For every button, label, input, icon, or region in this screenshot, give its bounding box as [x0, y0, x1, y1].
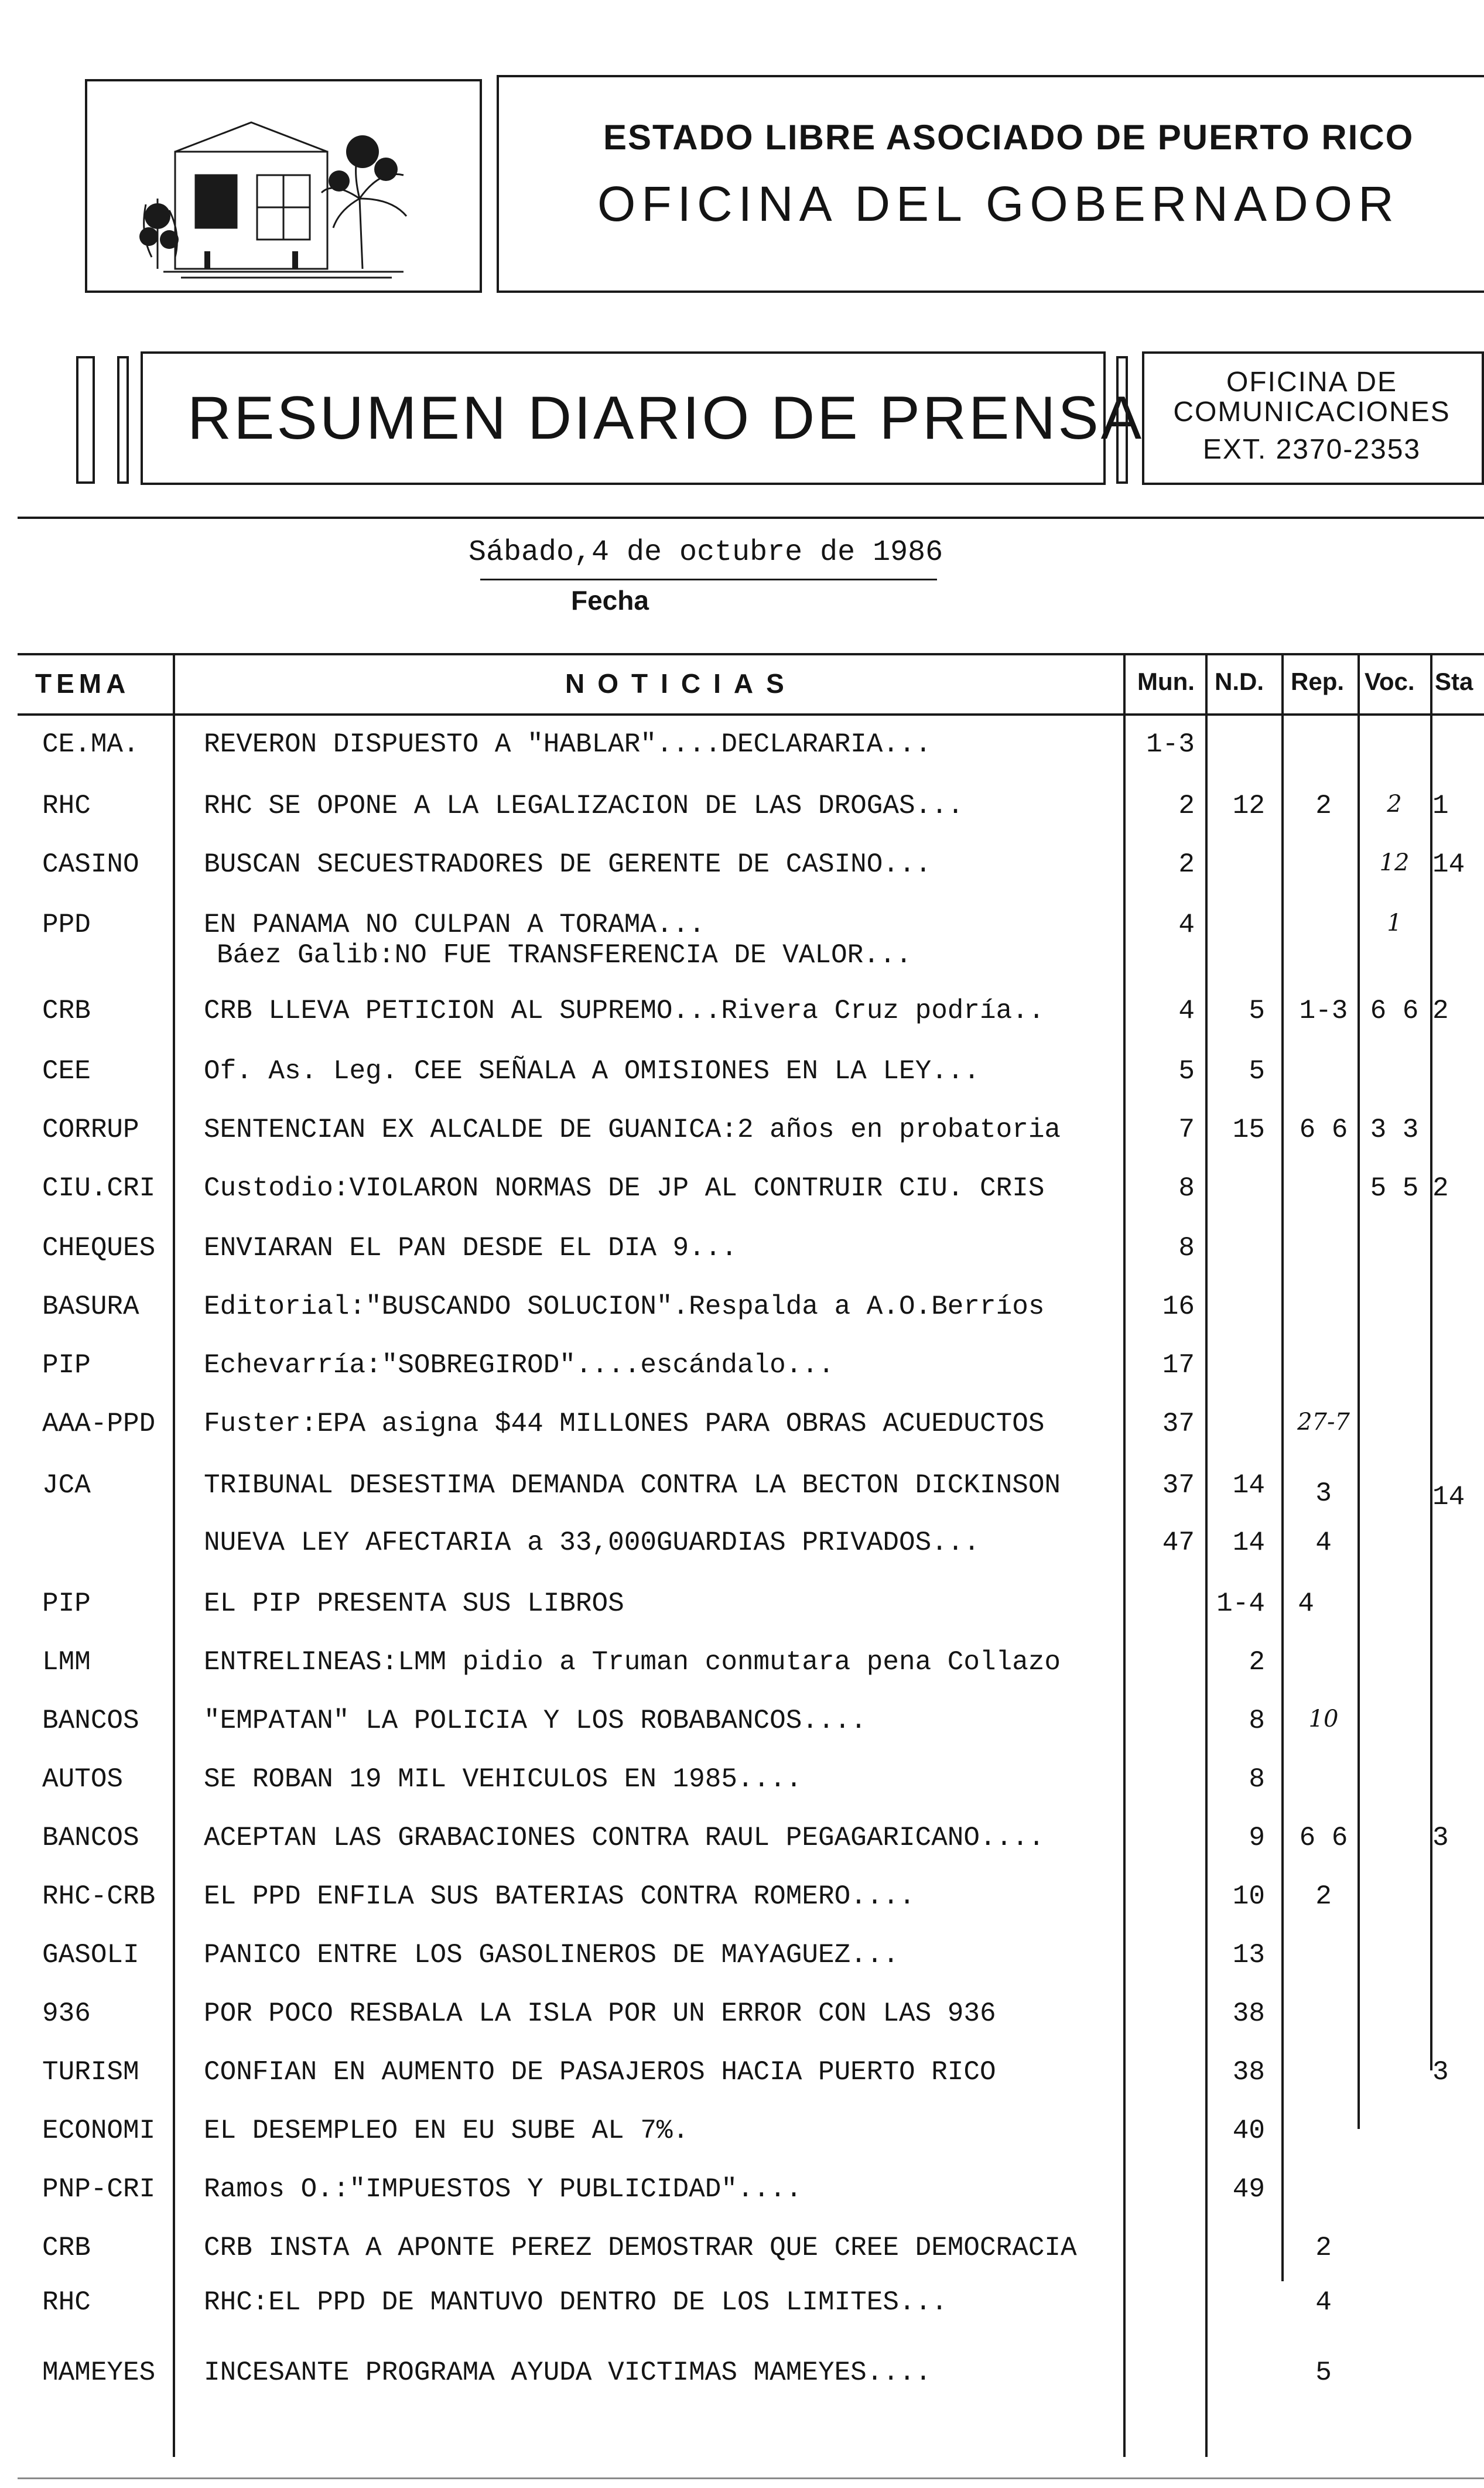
row-noticia: ACEPTAN LAS GRABACIONES CONTRA RAUL PEGAGARICANO....	[204, 1823, 1045, 1853]
office-line2: COMUNICACIONES	[1173, 397, 1451, 428]
row-mun: 17	[1162, 1350, 1195, 1380]
row-tema: LMM	[42, 1647, 91, 1677]
row-rep: 2	[1315, 1881, 1332, 1912]
row-rep: 4	[1315, 2287, 1332, 2318]
row-rep: 5	[1315, 2357, 1332, 2388]
row-tema: 936	[42, 1998, 91, 2029]
row-nd: 12	[1232, 791, 1265, 821]
row-noticia: Of. As. Leg. CEE SEÑALA A OMISIONES EN LA LEY...	[204, 1056, 980, 1086]
table-row	[0, 1823, 1484, 1881]
table-row	[0, 1940, 1484, 1998]
row-nd: 8	[1249, 1764, 1265, 1795]
row-noticia: NUEVA LEY AFECTARIA a 33,000GUARDIAS PRIVADOS...	[204, 1527, 980, 1558]
row-noticia: Custodio:VIOLARON NORMAS DE JP AL CONTRUIR CIU. CRIS	[204, 1173, 1045, 1204]
row-nd: 9	[1249, 1823, 1265, 1853]
table-row	[0, 1350, 1484, 1409]
column-header-mun: Mun.	[1137, 668, 1195, 695]
logo-box	[85, 79, 482, 293]
row-tema: ECONOMI	[42, 2116, 156, 2146]
row-sta: 14	[1432, 849, 1465, 880]
column-header-voc: Voc.	[1365, 668, 1415, 695]
row-mun: 1-3	[1146, 729, 1195, 760]
table-row	[0, 1470, 1484, 1529]
row-voc: 1	[1387, 910, 1402, 937]
row-tema: BANCOS	[42, 1823, 139, 1853]
row-noticia: REVERON DISPUESTO A "HABLAR"....DECLARARIA...	[204, 729, 932, 760]
table-row	[0, 1173, 1484, 1232]
row-tema: PPD	[42, 910, 91, 940]
row-tema: CRB	[42, 2233, 91, 2263]
office-line1: OFICINA DE	[1226, 367, 1398, 398]
table-row	[0, 1706, 1484, 1764]
table-row	[0, 1764, 1484, 1823]
row-noticia: EL PPD ENFILA SUS BATERIAS CONTRA ROMERO....	[204, 1881, 915, 1912]
date-underline	[480, 579, 937, 580]
row-tema: CHEQUES	[42, 1233, 156, 1263]
row-nd: 2	[1249, 1647, 1265, 1677]
table-row	[0, 996, 1484, 1054]
row-mun: 47	[1162, 1527, 1195, 1558]
row-tema: RHC	[42, 2287, 91, 2318]
row-voc: 6 6	[1370, 996, 1419, 1026]
row-rep: 6 6	[1299, 1115, 1348, 1145]
row-tema: AUTOS	[42, 1764, 124, 1795]
row-mun: 7	[1178, 1115, 1195, 1145]
row-tema: CIU.CRI	[42, 1173, 156, 1204]
table-row	[0, 2057, 1484, 2116]
row-rep: 4	[1315, 1527, 1332, 1558]
row-sta: 3	[1432, 2057, 1449, 2087]
row-nd: 10	[1232, 1881, 1265, 1912]
row-noticia: EL PIP PRESENTA SUS LIBROS	[204, 1588, 624, 1619]
row-noticia: CRB INSTA A APONTE PEREZ DEMOSTRAR QUE CREE DEMOCRACIA	[204, 2233, 1077, 2263]
row-nd: 38	[1232, 1998, 1265, 2029]
table-row	[0, 2287, 1484, 2346]
government-name: ESTADO LIBRE ASOCIADO DE PUERTO RICO	[603, 118, 1414, 157]
row-noticia: CRB LLEVA PETICION AL SUPREMO...Rivera Cruz podría..	[204, 996, 1045, 1026]
row-tema: CASINO	[42, 849, 139, 880]
table-row	[0, 1291, 1484, 1350]
row-noticia: INCESANTE PROGRAMA AYUDA VICTIMAS MAMEYES....	[204, 2357, 932, 2388]
row-rep: 6 6	[1299, 1823, 1348, 1853]
table-row	[0, 2233, 1484, 2291]
row-tema: PNP-CRI	[42, 2174, 156, 2205]
row-noticia: SENTENCIAN EX ALCALDE DE GUANICA:2 años en probatoria	[204, 1115, 1061, 1145]
row-tema: CEE	[42, 1056, 91, 1086]
row-sta: 14	[1432, 1482, 1465, 1512]
row-tema: TURISM	[42, 2057, 139, 2087]
table-row	[0, 729, 1484, 788]
row-tema: RHC-CRB	[42, 1881, 156, 1912]
row-nd: 8	[1249, 1706, 1265, 1736]
row-mun: 2	[1178, 791, 1195, 821]
row-tema: BANCOS	[42, 1706, 139, 1736]
page-bottom-edge	[18, 2477, 1484, 2479]
governor-mansion-logo	[87, 81, 480, 291]
office-name: OFICINA DEL GOBERNADOR	[597, 176, 1400, 231]
row-mun: 4	[1178, 910, 1195, 940]
table-row	[0, 1056, 1484, 1115]
column-header-nd: N.D.	[1215, 668, 1264, 695]
row-voc: 12	[1379, 849, 1410, 876]
row-nd: 40	[1232, 2116, 1265, 2146]
row-voc: 3 3	[1370, 1115, 1419, 1145]
date-label: Fecha	[571, 585, 649, 616]
row-tema: RHC	[42, 791, 91, 821]
report-date: Sábado,4 de octubre de 1986	[469, 536, 943, 569]
table-row	[0, 791, 1484, 849]
table-top-border	[18, 653, 1484, 655]
row-noticia: Echevarría:"SOBREGIROD"....escándalo...	[204, 1350, 835, 1380]
row-noticia: "EMPATAN" LA POLICIA Y LOS ROBABANCOS....	[204, 1706, 867, 1736]
row-noticia: POR POCO RESBALA LA ISLA POR UN ERROR CON LAS 936	[204, 1998, 996, 2029]
row-noticia: CONFIAN EN AUMENTO DE PASAJEROS HACIA PUERTO RICO	[204, 2057, 996, 2087]
row-noticia: Ramos O.:"IMPUESTOS Y PUBLICIDAD"....	[204, 2174, 802, 2205]
row-voc: 5 5	[1370, 1173, 1419, 1204]
column-header-sta: Sta	[1435, 668, 1473, 695]
title-bar-left-inner	[117, 356, 129, 484]
row-mun: 8	[1178, 1233, 1195, 1263]
row-noticia-line2: Báez Galib:NO FUE TRANSFERENCIA DE VALOR...	[217, 940, 912, 970]
row-noticia: ENTRELINEAS:LMM pidio a Truman conmutara pena Collazo	[204, 1647, 1061, 1677]
row-rep: 3	[1315, 1478, 1332, 1509]
row-rep: 27-7	[1297, 1409, 1350, 1436]
table-row	[0, 1588, 1484, 1647]
row-tema: CORRUP	[42, 1115, 139, 1145]
table-row	[0, 1998, 1484, 2057]
row-noticia: PANICO ENTRE LOS GASOLINEROS DE MAYAGUEZ...	[204, 1940, 899, 1970]
row-nd: 5	[1249, 1056, 1265, 1086]
row-rep: 4	[1298, 1588, 1314, 1619]
row-nd: 1-4	[1216, 1588, 1265, 1619]
table-row	[0, 910, 1484, 992]
row-sta: 2	[1432, 996, 1449, 1026]
row-sta: 1	[1432, 791, 1449, 821]
office-extension: EXT. 2370-2353	[1202, 434, 1421, 465]
row-sta: 3	[1432, 1823, 1449, 1853]
table-header-border	[18, 713, 1484, 716]
row-rep: 10	[1308, 1706, 1339, 1732]
row-voc: 2	[1387, 791, 1402, 818]
row-mun: 2	[1178, 849, 1195, 880]
table-row	[0, 1409, 1484, 1467]
title-bar-right-outer	[1116, 356, 1128, 484]
row-mun: 16	[1162, 1291, 1195, 1322]
row-noticia: Fuster:EPA asigna $44 MILLONES PARA OBRAS ACUEDUCTOS	[204, 1409, 1045, 1439]
row-nd: 14	[1232, 1527, 1265, 1558]
row-nd: 38	[1232, 2057, 1265, 2087]
table-row	[0, 1233, 1484, 1291]
row-rep: 2	[1315, 2233, 1332, 2263]
table-row	[0, 2174, 1484, 2233]
table-row	[0, 1647, 1484, 1706]
column-header-noticias: NOTICIAS	[565, 668, 797, 699]
row-noticia: BUSCAN SECUESTRADORES DE GERENTE DE CASINO...	[204, 849, 932, 880]
row-mun: 4	[1178, 996, 1195, 1026]
row-nd: 49	[1232, 2174, 1265, 2205]
table-row	[0, 2116, 1484, 2174]
row-noticia: TRIBUNAL DESESTIMA DEMANDA CONTRA LA BECTON DICKINSON	[204, 1470, 1061, 1501]
row-mun: 5	[1178, 1056, 1195, 1086]
row-noticia: ENVIARAN EL PAN DESDE EL DIA 9...	[204, 1233, 737, 1263]
row-tema: CE.MA.	[42, 729, 139, 760]
row-mun: 8	[1178, 1173, 1195, 1204]
table-row	[0, 849, 1484, 908]
page-title: RESUMEN DIARIO DE PRENSA	[187, 384, 1144, 452]
row-tema: CRB	[42, 996, 91, 1026]
row-tema: PIP	[42, 1588, 91, 1619]
row-nd: 15	[1232, 1115, 1265, 1145]
row-tema: GASOLI	[42, 1940, 139, 1970]
row-noticia: RHC:EL PPD DE MANTUVO DENTRO DE LOS LIMITES...	[204, 2287, 948, 2318]
column-header-rep: Rep.	[1291, 668, 1345, 695]
table-row	[0, 1115, 1484, 1173]
column-header-tema: TEMA	[35, 668, 131, 699]
row-nd: 14	[1232, 1470, 1265, 1501]
row-noticia: SE ROBAN 19 MIL VEHICULOS EN 1985....	[204, 1764, 802, 1795]
row-mun: 37	[1162, 1409, 1195, 1439]
row-rep: 1-3	[1299, 996, 1348, 1026]
row-tema: AAA-PPD	[42, 1409, 156, 1439]
row-nd: 13	[1232, 1940, 1265, 1970]
table-row	[0, 2357, 1484, 2416]
row-nd: 5	[1249, 996, 1265, 1026]
table-row	[0, 1881, 1484, 1940]
row-mun: 37	[1162, 1470, 1195, 1501]
row-rep: 2	[1315, 791, 1332, 821]
row-tema: BASURA	[42, 1291, 139, 1322]
row-noticia: EN PANAMA NO CULPAN A TORAMA...	[204, 910, 705, 940]
row-noticia: RHC SE OPONE A LA LEGALIZACION DE LAS DROGAS...	[204, 791, 964, 821]
header-separator	[18, 517, 1484, 519]
row-tema: MAMEYES	[42, 2357, 156, 2388]
row-noticia: Editorial:"BUSCANDO SOLUCION".Respalda a A.O.Berríos	[204, 1291, 1045, 1322]
table-row	[0, 1527, 1484, 1586]
row-noticia: EL DESEMPLEO EN EU SUBE AL 7%.	[204, 2116, 689, 2146]
row-tema: PIP	[42, 1350, 91, 1380]
row-sta: 2	[1432, 1173, 1449, 1204]
row-tema: JCA	[42, 1470, 91, 1501]
title-bar-left-outer	[76, 356, 95, 484]
